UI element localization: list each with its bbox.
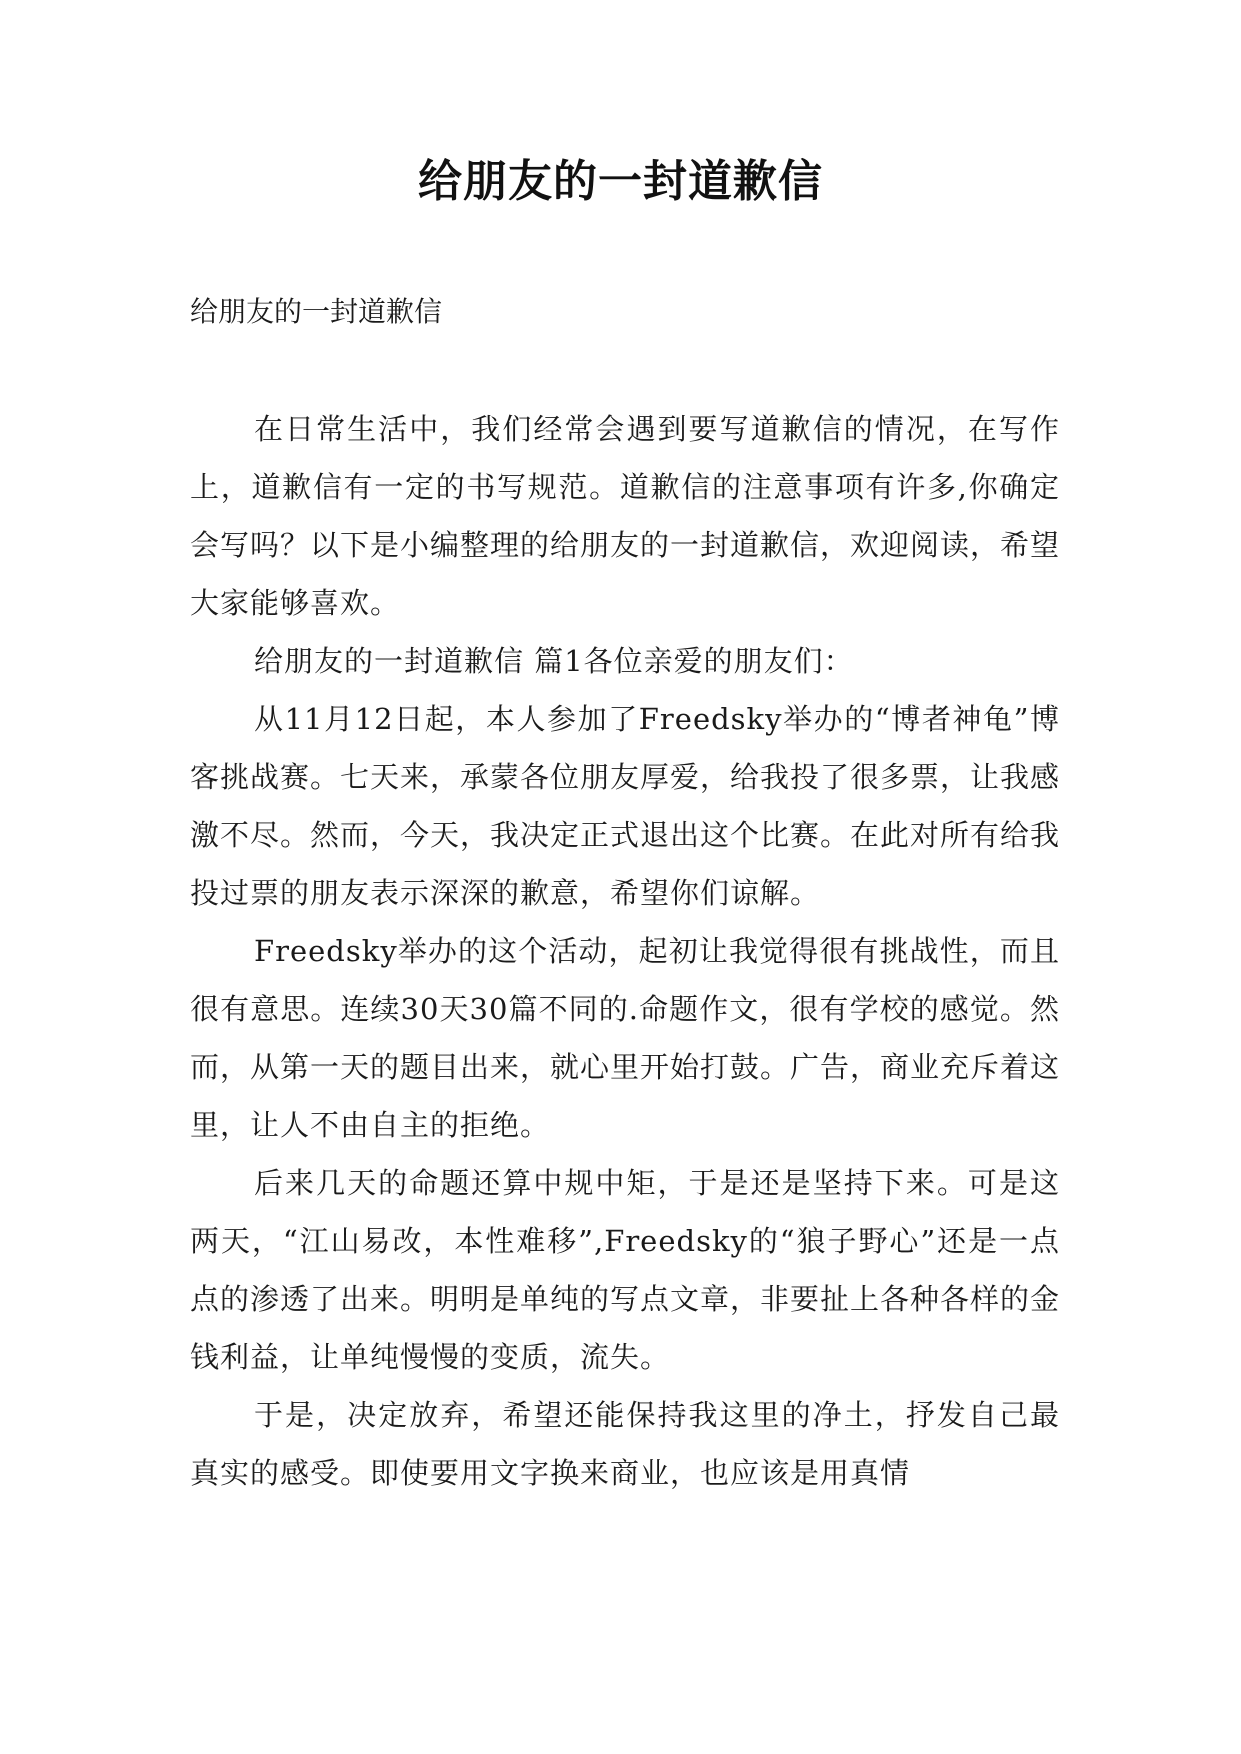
- document-body: [190, 400, 1060, 1502]
- paragraph: 于是，决定放弃，希望还能保持我这里的净土，抒发自己最真实的感受。即使要用文字换来商业，也应该是用真情: [190, 1398, 1060, 1490]
- document-subtitle: 给朋友的一封道歉信: [190, 295, 443, 328]
- paragraph: 从11月12日起，本人参加了Freedsky举办的“博者神龟”博客挑战赛。七天来，承蒙各位朋友厚爱，给我投了很多票，让我感激不尽。然而，今天，我决定正式退出这个比赛。在此对所有给我投过票的朋友表示深深的歉意，希望你们谅解。: [190, 702, 1061, 910]
- paragraph: 后来几天的命题还算中规中矩，于是还是坚持下来。可是这两天，“江山易改，本性难移”,Freedsky的“狼子野心”还是一点点的渗透了出来。明明是单纯的写点文章，非要扯上各种各样的金钱利益，让单纯慢慢的变质，流失。: [190, 1166, 1061, 1374]
- document-title: 给朋友的一封道歉信: [418, 156, 823, 207]
- paragraph: 在日常生活中，我们经常会遇到要写道歉信的情况，在写作上，道歉信有一定的书写规范。道歉信的注意事项有许多,你确定会写吗？以下是小编整理的给朋友的一封道歉信，欢迎阅读，希望大家能够喜欢。: [190, 412, 1061, 620]
- paragraph: Freedsky举办的这个活动，起初让我觉得很有挑战性，而且很有意思。连续30天30篇不同的.命题作文，很有学校的感觉。然而，从第一天的题目出来，就心里开始打鼓。广告，商业充斥着这里，让人不由自主的拒绝。: [190, 934, 1061, 1142]
- paragraph: 给朋友的一封道歉信 篇1各位亲爱的朋友们：: [254, 644, 854, 678]
